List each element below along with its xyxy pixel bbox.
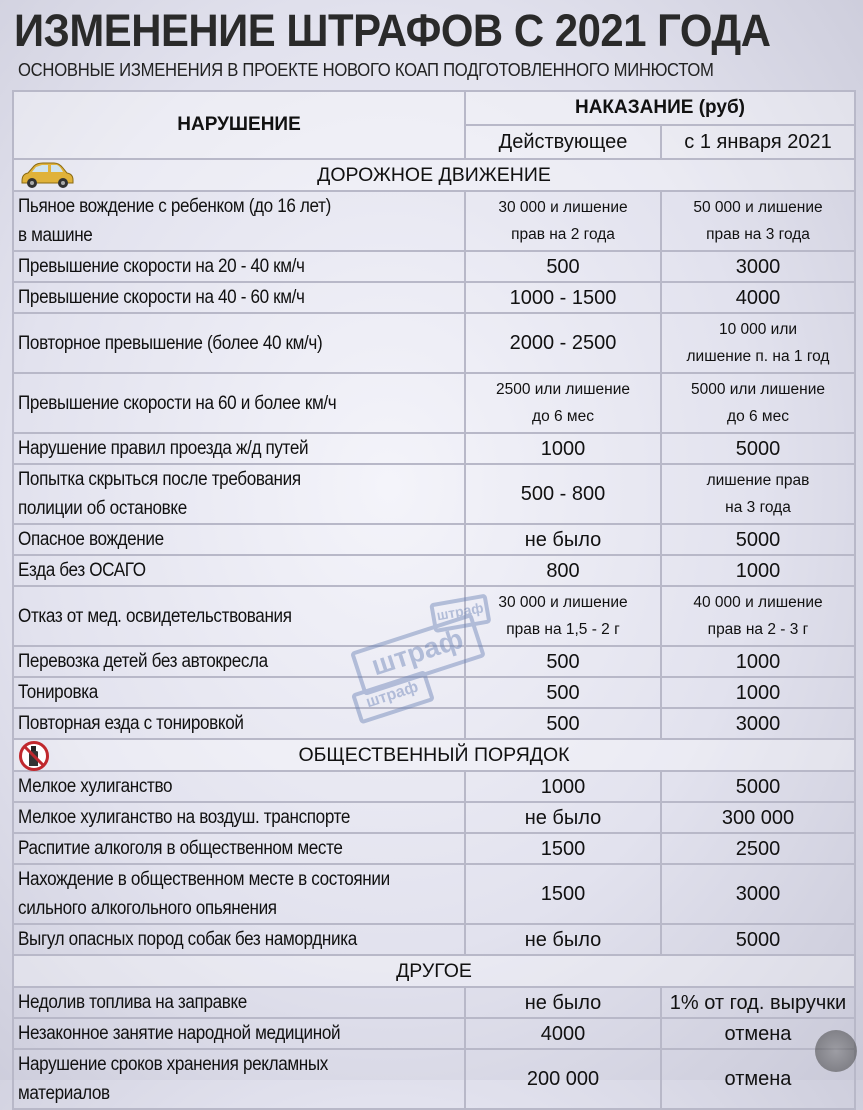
new-penalty-line1: 5000 [735,528,781,551]
page-title: ИЗМЕНЕНИЕ ШТРАФОВ С 2021 ГОДА [14,5,771,56]
current-penalty [465,646,661,677]
violation-text: Распитие алкоголя в общественном месте [18,838,343,859]
new-penalty [661,313,855,373]
violation-text: Нахождение в общественном месте в состоянии [18,869,390,890]
current-penalty [465,708,661,739]
header-new: с 1 января 2021 [661,125,855,159]
current-penalty [465,677,661,708]
violation-text-line2: сильного алкогольного опьянения [18,898,277,919]
new-penalty-line2: лишение п. на 1 год [686,348,830,365]
current-penalty-line1: 4000 [540,1022,586,1045]
table-row [13,833,855,864]
table-row [13,708,855,739]
new-penalty [661,464,855,524]
violation-cell [13,677,465,708]
violation-text: Тонировка [18,682,98,703]
current-penalty [465,191,661,251]
new-penalty-line2: до 6 мес [727,408,789,425]
new-penalty [661,555,855,586]
table-row [13,924,855,955]
new-penalty-line1: 1000 [735,681,781,704]
current-penalty-line1: 30 000 и лишение [498,199,628,216]
violation-cell [13,464,465,524]
violation-text: Перевозка детей без автокресла [18,651,268,672]
table-row [13,771,855,802]
new-penalty [661,708,855,739]
section-header [13,159,855,191]
table-row [13,646,855,677]
new-penalty-line1: 1000 [735,559,781,582]
new-penalty-line1: 5000 [735,437,781,460]
current-penalty-line1: 1500 [540,837,586,860]
new-penalty [661,924,855,955]
current-penalty-line1: не было [524,991,602,1014]
current-penalty-line2: прав на 2 года [511,226,615,243]
new-penalty-line1: 50 000 и лишение [693,199,823,216]
current-penalty [465,1018,661,1049]
header-current: Действующее [465,125,661,159]
table-row [13,987,855,1018]
section-title: ДОРОЖНОЕ ДВИЖЕНИЕ [317,163,551,186]
stamp-small: штраф [429,594,491,634]
new-penalty-line1: отмена [724,1022,792,1045]
car-icon [18,161,76,195]
new-penalty [661,191,855,251]
current-penalty-line2: до 6 мес [532,408,594,425]
current-penalty [465,864,661,924]
header-violation: НАРУШЕНИЕ [13,91,465,159]
new-penalty [661,864,855,924]
new-penalty-line1: 300 000 [721,806,795,829]
current-penalty [465,771,661,802]
current-penalty [465,373,661,433]
violation-text: Мелкое хулиганство на воздуш. транспорте [18,807,351,828]
current-penalty [465,464,661,524]
current-penalty [465,802,661,833]
current-penalty [465,555,661,586]
current-penalty-line1: 1500 [540,883,586,905]
current-penalty-line1: 1000 - 1500 [509,286,617,309]
new-penalty [661,251,855,282]
current-penalty-line1: 1000 [540,437,586,460]
violation-text: Езда без ОСАГО [18,560,146,581]
section-header [13,739,855,771]
table-row [13,586,855,646]
violation-text: Нарушение правил проезда ж/д путей [18,438,309,459]
violation-text: Пьяное вождение с ребенком (до 16 лет) [18,196,331,217]
current-penalty [465,433,661,464]
table-row [13,802,855,833]
table-row [13,864,855,924]
current-penalty-line1: 2000 - 2500 [509,332,617,354]
new-penalty-line1: 10 000 или [718,321,798,338]
new-penalty-line1: 3000 [735,883,781,905]
table-row [13,191,855,251]
violation-cell [13,191,465,251]
new-penalty [661,433,855,464]
violation-text: Незаконное занятие народной медициной [18,1023,341,1044]
violation-cell [13,524,465,555]
table-row [13,282,855,313]
fines-table-body [13,159,855,1109]
new-penalty [661,771,855,802]
violation-text: Превышение скорости на 40 - 60 км/ч [18,287,305,308]
violation-cell [13,1049,465,1109]
section-header-cell [13,159,855,191]
current-penalty-line1: 1000 [540,775,586,798]
violation-text: Повторное превышение (более 40 км/ч) [18,332,323,354]
violation-text-line2: материалов [18,1083,110,1104]
violation-text: Опасное вождение [18,529,164,550]
current-penalty-line1: не было [524,806,602,829]
new-penalty [661,987,855,1018]
current-penalty [465,924,661,955]
new-penalty-line1: 5000 [735,775,781,798]
current-penalty [465,987,661,1018]
new-penalty-line1: 4000 [735,286,781,309]
new-penalty [661,833,855,864]
new-penalty-line1: 1000 [735,650,781,673]
violation-cell [13,251,465,282]
current-penalty-line1: 30 000 и лишение [498,594,628,611]
fines-table [12,90,856,1110]
violation-text: Повторная езда с тонировкой [18,713,244,734]
page-subtitle: ОСНОВНЫЕ ИЗМЕНЕНИЯ В ПРОЕКТЕ НОВОГО КОАП ПОДГОТОВЛЕННОГО МИНЮСТОМ [18,59,714,80]
violation-cell [13,586,465,646]
current-penalty-line1: 500 [546,681,580,704]
table-row [13,464,855,524]
violation-text: Нарушение сроков хранения рекламных [18,1054,328,1075]
current-penalty-line1: не было [524,528,602,551]
violation-cell [13,987,465,1018]
current-penalty-line1: 800 [546,559,580,582]
section-header-cell [13,739,855,771]
new-penalty [661,282,855,313]
violation-text-line2: полиции об остановке [18,498,187,519]
current-penalty [465,524,661,555]
new-penalty-line1: 40 000 и лишение [693,594,823,611]
new-penalty-line1: 2500 [735,837,781,860]
current-penalty-line1: 2500 или лишение [495,381,631,398]
violation-cell [13,864,465,924]
new-penalty [661,677,855,708]
new-penalty-line2: на 3 года [725,499,791,516]
violation-cell [13,802,465,833]
table-row [13,1049,855,1109]
violation-text: Превышение скорости на 60 и более км/ч [18,392,337,414]
table-row [13,677,855,708]
current-penalty-line1: не было [524,928,602,951]
violation-text: Попытка скрыться после требования [18,469,301,490]
current-penalty-line1: 200 000 [526,1068,600,1090]
current-penalty [465,313,661,373]
current-penalty [465,833,661,864]
current-penalty-line2: прав на 1,5 - 2 г [506,621,620,638]
violation-text-line2: в машине [18,225,93,246]
new-penalty-line1: 3000 [735,712,781,735]
violation-cell [13,313,465,373]
new-penalty [661,524,855,555]
table-row [13,433,855,464]
stamp-large: штраф [350,613,486,696]
new-penalty [661,646,855,677]
table-row [13,1018,855,1049]
new-penalty-line1: 1% от год. выручки [669,991,847,1014]
violation-text: Превышение скорости на 20 - 40 км/ч [18,256,305,277]
violation-text: Мелкое хулиганство [18,776,173,797]
stamp-medium: штраф [351,670,435,725]
new-penalty-line1: отмена [724,1068,792,1090]
new-penalty [661,802,855,833]
fines-table-wrapper [12,90,854,1110]
section-title: ДРУГОЕ [396,959,472,982]
violation-cell [13,708,465,739]
current-penalty-line1: 500 [546,650,580,673]
current-penalty [465,251,661,282]
new-penalty-line2: прав на 2 - 3 г [707,621,809,638]
section-header-cell [13,955,855,987]
violation-cell [13,924,465,955]
current-penalty-line1: 500 [546,255,580,278]
new-penalty-line1: 5000 или лишение [690,381,826,398]
new-penalty-line2: прав на 3 года [706,226,810,243]
new-penalty [661,373,855,433]
violation-cell [13,1018,465,1049]
violation-text: Отказ от мед. освидетельствования [18,605,292,627]
new-penalty [661,586,855,646]
current-penalty-line1: 500 [546,712,580,735]
table-row [13,524,855,555]
table-row [13,555,855,586]
current-penalty [465,1049,661,1109]
violation-text: Недолив топлива на заправке [18,992,247,1013]
violation-cell [13,555,465,586]
new-penalty-line1: лишение прав [706,472,810,489]
new-penalty-line1: 5000 [735,928,781,951]
violation-text: Выгул опасных пород собак без намордника [18,929,357,950]
violation-cell [13,646,465,677]
violation-cell [13,282,465,313]
current-penalty [465,282,661,313]
table-row [13,251,855,282]
violation-cell [13,373,465,433]
violation-cell [13,433,465,464]
table-row [13,313,855,373]
violation-cell [13,771,465,802]
corner-logo-badge [815,1030,857,1072]
section-header [13,955,855,987]
table-row [13,373,855,433]
violation-cell [13,833,465,864]
new-penalty-line1: 3000 [735,255,781,278]
current-penalty-line1: 500 - 800 [520,483,606,505]
header-penalty: НАКАЗАНИЕ (руб) [465,91,855,125]
current-penalty [465,586,661,646]
section-title: ОБЩЕСТВЕННЫЙ ПОРЯДОК [298,743,570,766]
